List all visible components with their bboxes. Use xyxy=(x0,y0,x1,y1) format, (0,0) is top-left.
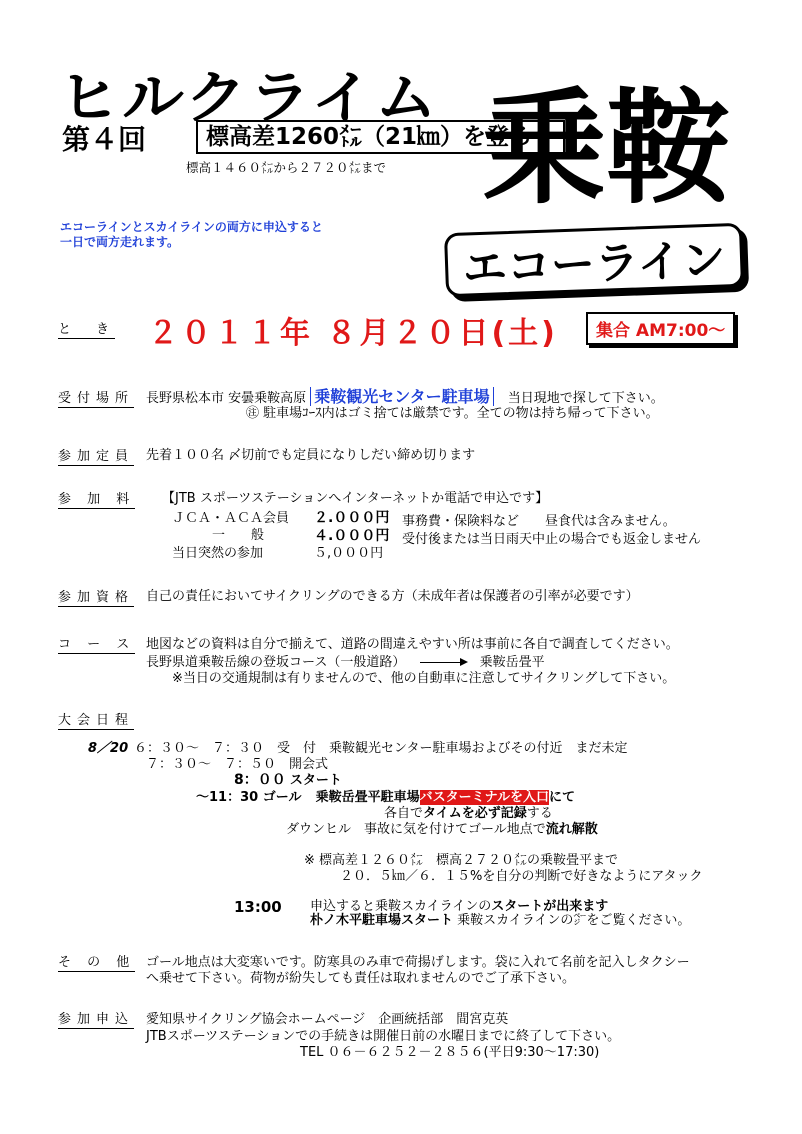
schedule-date: 8／20 xyxy=(88,741,129,756)
course-route: 長野県道乗鞍岳線の登坂コース（一般道路） xyxy=(146,655,406,670)
course-line3: ※当日の交通規制は有りませんので、他の自動車に注意してサイクリングして下さい。 xyxy=(172,671,676,686)
time-record-b: タイムを必ず記録 xyxy=(423,806,527,821)
schedule-downhill xyxy=(286,822,598,838)
arrow-right-icon xyxy=(420,662,466,663)
combo-note-line2: 一日で両方走れます。 xyxy=(60,235,180,249)
start-time: 8：００ xyxy=(234,772,286,788)
other-line2: へ乗せて下さい。荷物が紛失しても責任は取れませんのでご了承下さい。 xyxy=(146,971,576,986)
skyline-line2 xyxy=(310,913,690,929)
skyline-line2-a: 朴ノ木平駐車場スタート xyxy=(310,913,454,928)
downhill-a: ダウンヒル 事故に気を付けてゴール地点で xyxy=(286,822,546,837)
goal-place: 乗鞍岳畳平駐車場 xyxy=(315,790,420,805)
toki-label: と き xyxy=(58,322,116,337)
schedule-line2: ７：３０～ ７：５０ 開会式 xyxy=(146,757,329,772)
eco-line-label: エコーライン xyxy=(462,234,727,295)
skyline-line1-a: 申込すると乗鞍スカイラインの xyxy=(310,899,492,914)
schedule-note2: ２０．５㎞／６．１５%を自分の判断で好きなようにアタック xyxy=(340,869,703,884)
capacity-text: 先着１００名 〆切前でも定員になりしだい締め切ります xyxy=(146,448,476,463)
course-label: コ ー ス xyxy=(58,637,136,652)
schedule-note1: ※ 標高差１２６０㍍ 標高２７２０㍍の乗鞍畳平まで xyxy=(304,853,619,868)
other-line1: ゴール地点は大変寒いです。防寒具のみ車で荷揚げします。袋に入れて名前を記入しタクシー xyxy=(146,955,690,970)
skyline-line1-b: スタートが出来ます xyxy=(491,899,609,914)
qualification-text: 自己の責任においてサイクリングのできる方（未成年者は保護者の引率が必要です） xyxy=(146,589,639,604)
course-line1: 地図などの資料は自分で揃えて、道路の間違えやすい所は事前に各自で調査してください。 xyxy=(146,637,679,652)
fee-row1-note: 事務費・保険料など 昼食代は含みません。 xyxy=(402,514,676,529)
fee-row2-price: ４.０００円 xyxy=(314,528,390,544)
downhill-b: 流れ解散 xyxy=(545,822,598,837)
reception-suffix: 当日現地で探して下さい。 xyxy=(507,391,664,406)
qualification-label: 参加資格 xyxy=(58,590,135,605)
fee-row3-name: 当日突然の参加 xyxy=(172,546,264,561)
edition-label: 第４回 xyxy=(62,123,147,156)
course-line2 xyxy=(146,655,545,671)
fee-row3-price: ５,０００円 xyxy=(314,546,384,561)
schedule-goal xyxy=(196,790,575,806)
combo-note xyxy=(60,220,360,250)
course-destination: 乗鞍岳畳平 xyxy=(479,655,545,670)
apply-label: 参加申込 xyxy=(58,1012,135,1027)
elevation-sub: 標高１４６０㍍から２７２０㍍まで xyxy=(186,160,387,175)
reception-note: ㊟ 駐車場ｺｰｽ内はゴミ捨ては厳禁です。全ての物は持ち帰って下さい。 xyxy=(246,406,659,421)
combo-note-line1: エコーラインとスカイラインの両方に申込すると xyxy=(60,220,323,234)
event-date: ２０１１年 ８月２０日(土) xyxy=(148,316,558,351)
apply-phone: TEL ０６－６２５２－２８５６(平日9:30～17:30) xyxy=(300,1045,600,1060)
reception-prefix: 長野県松本市 安曇乗鞍高原 xyxy=(146,391,307,406)
skyline-time: 13:00 xyxy=(234,898,282,916)
schedule-line1: ６：３０～ ７：３０ 受 付 乗鞍観光センター駐車場およびその付近 まだ未定 xyxy=(134,741,628,756)
apply-line2: JTBスポーツステーションでの手続きは開催日前の水曜日までに終了して下さい。 xyxy=(146,1029,621,1044)
skyline-line2-b: 乗鞍スカイラインの㌻をご覧ください。 xyxy=(457,913,691,928)
other-label: そ の 他 xyxy=(58,955,136,970)
fee-row1-price: ２.０００円 xyxy=(314,510,390,526)
fee-intro: 【JTB スポーツステーションへインターネットか電話で申込です】 xyxy=(162,491,549,506)
goal-highlight: バスターミナルを入口 xyxy=(419,790,549,805)
fee-row2-note: 受付後または当日雨天中止の場合でも返金しません xyxy=(402,532,702,547)
fee-row1-name: ＪＣＡ・ＡＣＡ会員 xyxy=(172,511,290,526)
time-record-c: する xyxy=(526,806,553,821)
big-title: 乗鞍 xyxy=(482,77,731,221)
start-label: スタート xyxy=(289,773,342,788)
reception-location xyxy=(146,389,664,407)
reception-label: 受付場所 xyxy=(58,391,135,406)
apply-line1: 愛知県サイクリング協会ホームページ 企画統括部 間宮克英 xyxy=(146,1012,509,1027)
schedule-time-record xyxy=(384,806,553,822)
schedule-start xyxy=(234,772,342,789)
elevation-box: 標高差1260㍍（21㎞）を登ろう xyxy=(196,120,565,154)
reception-main: 乗鞍観光センター駐車場 xyxy=(310,387,493,406)
goal-time: ～11：30 ゴール xyxy=(196,790,302,805)
time-record-a: 各自で xyxy=(384,806,424,821)
schedule-label: 大会日程 xyxy=(58,713,135,728)
fee-row2-name: 一 般 xyxy=(212,528,265,543)
assembly-time: 集合 AM7:00～ xyxy=(586,312,735,345)
eco-line-banner xyxy=(444,223,744,297)
event-title: ヒルクライム xyxy=(58,63,439,131)
fee-label: 参 加 料 xyxy=(58,492,136,507)
capacity-label: 参加定員 xyxy=(58,449,135,464)
goal-suffix: にて xyxy=(548,790,575,805)
